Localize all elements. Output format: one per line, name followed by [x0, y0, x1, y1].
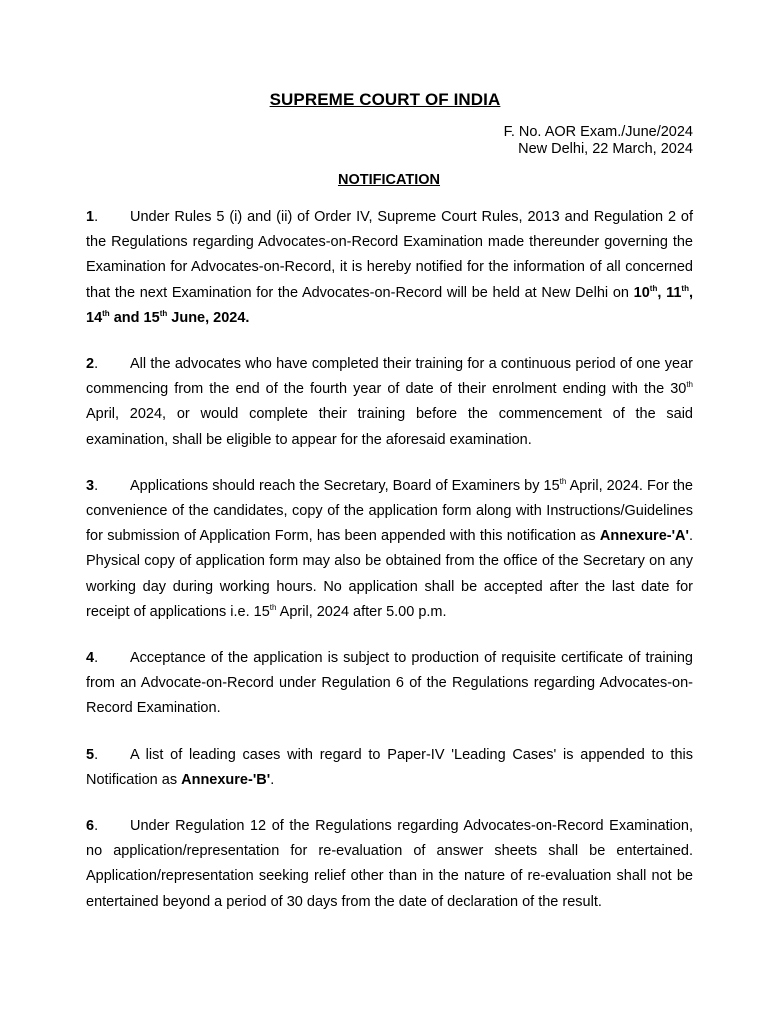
reference-block	[504, 124, 693, 158]
paragraph-number: 6.	[86, 818, 99, 835]
document-title: SUPREME COURT OF INDIA	[269, 90, 501, 109]
paragraph-6	[86, 814, 693, 915]
paragraph-number: 3.	[86, 477, 99, 494]
file-number: F. No. AOR Exam./June/2024	[503, 124, 693, 140]
paragraph-text: Acceptance of the application is subject to production of requisite certificate of training from an Advocate-on-Record under Regulation 6 of the Regulations regarding Advocates-on-Record Examination.	[86, 650, 693, 717]
annexure-b-ref: Annexure-'B'	[181, 771, 271, 788]
annexure-a-ref: Annexure-'A'	[599, 528, 689, 545]
paragraph-number: 4.	[86, 650, 99, 667]
paragraph-text: April, 2024. For the convenience of the candidates, copy of the application form along with Instructions/Guidelines for submission of Application Form, has been appended with this notification as	[86, 477, 693, 545]
paragraph-1	[86, 205, 693, 331]
place-date: New Delhi, 22 March, 2024	[518, 141, 693, 157]
paragraph-3: 3. Applications should reach the Secretary, Board of Examiners by 15th April, 2024. For the convenience of the candidates, copy of the application form along with Instructions/Guidelines for submission of Application Form, has been appended with this notification as Annexure-'A'. Physical copy of application form may also be obtained from the office of the Secretary on any working day during working hours. No application shall be accepted after the last date for receipt of applications i.e. 15th April, 2024 after 5.00 p.m.	[86, 474, 693, 625]
paragraph-4	[86, 646, 693, 722]
paragraph-text: Under Regulation 12 of the Regulations regarding Advocates-on-Record Examination, no application/representation for re-evaluation of answer sheets shall be entertained. Application/representation seeking relief other than in the nature of re-evaluation shall not be entertained beyond a period of 30 days from the date of declaration of the result.	[86, 818, 693, 910]
paragraph-text: A list of leading cases with regard to Paper-IV 'Leading Cases' is appended to this Notification as	[86, 746, 693, 788]
exam-dates: 10th, 11th, 14th and 15th June, 2024.	[86, 283, 693, 326]
paragraph-5: 5. A list of leading cases with regard to Paper-IV 'Leading Cases' is appended to this Notification as Annexure-'B'.	[86, 743, 693, 793]
paragraph-text: . Physical copy of application form may also be obtained from the office of the Secretary on any working day during working hours. No application shall be accepted after the last date for receipt of applications i.e. 15	[86, 528, 693, 620]
paragraph-2: 2. All the advocates who have completed their training for a continuous period of one year commencing from the end of the fourth year of date of their enrolment ending with the 30th April, 2024, or would complete their training before the commencement of the said examination, shall be eligible to appear for the aforesaid examination.	[86, 352, 693, 453]
notification-heading: NOTIFICATION	[337, 172, 441, 188]
paragraph-number: 1.	[86, 209, 99, 225]
paragraph-text: April, 2024 after 5.00 p.m.	[276, 603, 447, 620]
paragraph-text: Under Rules 5 (i) and (ii) of Order IV, Supreme Court Rules, 2013 and Regulation 2 of the Regulations regarding Advocates-on-Record Examination made thereunder governing the Examination for Advocates-on-Record, it is hereby notified for the information of all concerned that the next Examination for the Advocates-on-Record will be held at New Delhi on	[86, 209, 693, 301]
paragraph-number: 2.	[86, 356, 99, 373]
paragraph-text: Applications should reach the Secretary, Board of Examiners by 15	[130, 477, 560, 494]
paragraph-number: 5.	[86, 746, 99, 763]
notification-body	[86, 205, 693, 936]
paragraph-text: All the advocates who have completed their training for a continuous period of one year commencing from the end of the fourth year of date of their enrolment ending with the 30	[86, 356, 693, 398]
paragraph-text: April, 2024, or would complete their training before the commencement of the said examination, shall be eligible to appear for the aforesaid examination.	[86, 406, 693, 448]
